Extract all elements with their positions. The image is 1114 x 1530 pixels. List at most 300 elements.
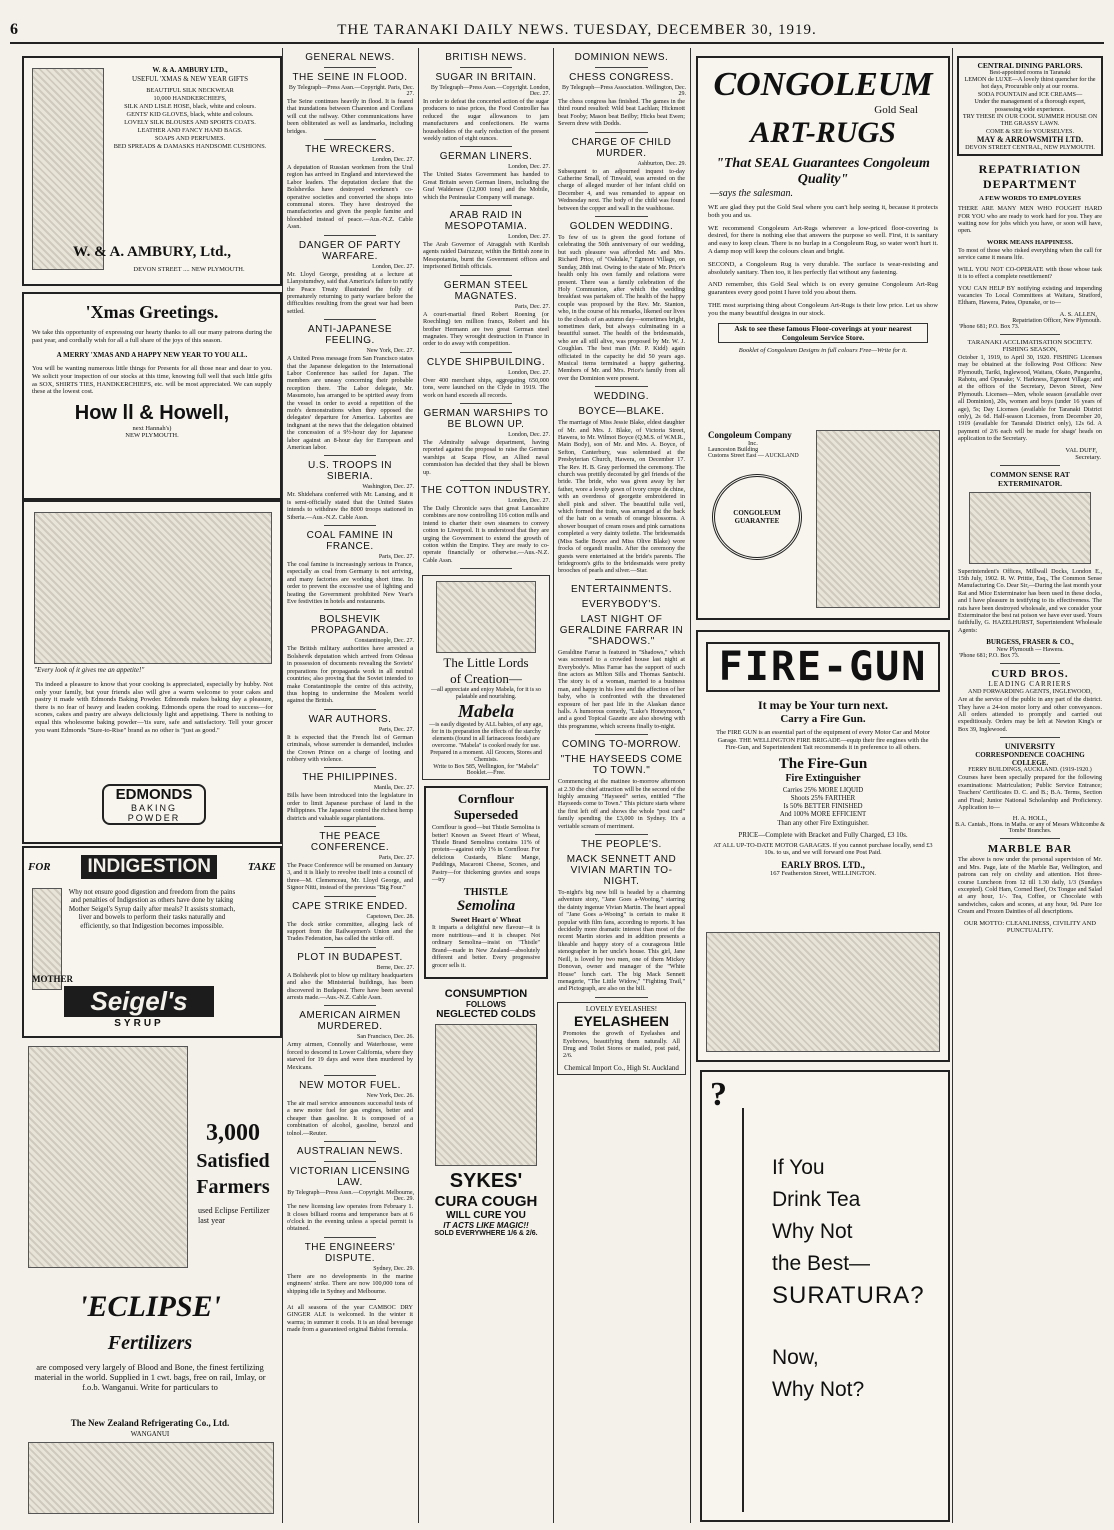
news-dateline: London, Dec. 27. <box>508 431 550 438</box>
entertainment-title: MACK SENNETT AND VIVIAN MARTIN TO-NIGHT. <box>566 854 677 888</box>
rule <box>460 480 513 481</box>
news-headline: THE COTTON INDUSTRY. <box>420 484 551 496</box>
repat-t2: WORK MEANS HAPPINESS. <box>986 238 1074 246</box>
news-headline: THE PEACE CONFERENCE. <box>310 830 390 853</box>
repat-h2: DEPARTMENT <box>982 177 1078 192</box>
news-dateline: By Telegraph—Press Assn.—Copyright. Paris, Dec. 27. <box>288 85 414 97</box>
eclipse-brand: 'ECLIPSE' <box>79 1290 221 1323</box>
patient-illustration <box>435 1024 537 1166</box>
rule <box>324 235 377 236</box>
wedding-body: The marriage of Miss Jessie Blake, eldest daughter of Mr. and Mrs. J. Blake, of Victoria Street, Hawera, to Mr. Wilmot Boyce (Q.M.S. of W.M.R., Main Body), son of Mr. and Mrs. A. Boyce, of Sefton, Canterbury, was solemnised at the Presbyterian Church, Hawera, on December 17. The Rev. H. B. Gray performed the ceremony. The church was prettily decorated by girl friends of the bride. The bride, who was given away by her father, wore a lovely gown of ivory crepe de chine, with an overdress of georgette embroidered in shell pink and silver. The beautiful tulle veil, which formed the train, was arranged at the back of the hair on a wreath of orange blossoms. A shower bouquet of cream roses and pink carnations completed a very dainty toilette. The bridesmaids (Miss Sadie Boyce and Miss Olive Blake) wore frocks of organdi muslin. After the ceremony the guests were entertained at the bride's parents. The bridegroom's gifts to the bridesmaids were pretty brooches of pearls and silver.—Star. <box>558 419 685 575</box>
firegun-spec: Than any other Fire Extinguisher. <box>777 819 869 827</box>
news-headline: PLOT IN BUDAPEST. <box>297 951 403 963</box>
rat-agents: BURGESS, FRASER & CO., <box>986 638 1074 647</box>
mabela-brand: Mabela <box>458 701 514 722</box>
column-divider <box>952 48 953 1523</box>
rule <box>460 67 513 68</box>
news-headline: NEW MOTOR FUEL. <box>299 1080 401 1092</box>
eclipse-n2: Satisfied <box>196 1150 270 1172</box>
news-dateline: London, Dec. 27. <box>372 263 414 270</box>
british-news-header: BRITISH NEWS. <box>445 52 527 63</box>
news-body: The Daily Chronicle says that great Lancashire combines are now controlling 116 cotton mills and intend to charter their own steamers to convey cotton to Liverpool. It is understood that they are urging the Government to extend the growth of cotton within the Empire. They are ready to co-operate financially or otherwise.—Aus.-N.Z. Cable Assn. <box>423 504 549 564</box>
dining-sub: Best-appointed rooms in Taranaki <box>989 70 1071 76</box>
news-body: There are no developments in the marine engineers' strike. There are now 100,000 tons of shipping idle in Sydney and Melbourne. <box>287 1272 413 1295</box>
column-divider <box>690 48 691 1523</box>
rule <box>324 455 377 456</box>
suratura-l3: Why Not <box>772 1220 853 1243</box>
news-body: A court-martial fined Robert Roening (or Roechling) ten million francs, Robert and his brother Hermann are two great German steel magnates. They wrought destruction in France in order to do away with competition. <box>423 310 549 348</box>
repat-sub: A FEW WORDS TO EMPLOYERS <box>979 195 1081 203</box>
news-headline: GERMAN LINERS. <box>439 151 533 163</box>
curd-sub: LEADING CARRIERS <box>988 680 1072 689</box>
general-news-header: GENERAL NEWS. <box>305 52 395 63</box>
congoleum-co: Congoleum Company <box>708 430 792 440</box>
news-body: Subsequent to an adjourned inquest to-day Catherine Small, of Tinwald, was arrested on the charge of alleged murder of her infant child on December 4, and was remanded to appear on Wednesday next. The body of the child was found between the copper and wall in the washhouse. <box>558 167 685 212</box>
rat-h1: COMMON SENSE RAT <box>990 469 1070 479</box>
eclipse-ad <box>22 1040 278 1520</box>
news-dateline: San Francisco, Dec. 26. <box>357 1034 414 1041</box>
repat-t5: YOU CAN HELP BY notifying existing and impending vacancies To Local Committees at Waitara, Stratford, Eltham, Hawera, Patea, Opunake, or to— <box>958 284 1102 307</box>
ambury-item: SILK AND LISLE HOSE, black, white and colours. <box>124 103 256 110</box>
news-body: The United States Government has handed to Great Britain seven German liners, including the Graf Waldersee (12,000 tons) and the Mobile, which the Peninsular Company will manage. <box>423 171 549 201</box>
rat-illustration <box>969 492 1091 564</box>
university-h3: COLLEGE. <box>1011 759 1049 768</box>
firegun-avail: AT ALL UP-TO-DATE MOTOR GARAGES. If you cannot purchase locally, send £3 10s. to us, and we will forward one Post Paid. <box>713 841 933 857</box>
ambury-sub: USEFUL 'XMAS & NEW YEAR GIFTS <box>132 74 248 83</box>
news-dateline: Paris, Dec. 27. <box>378 554 414 561</box>
fishing-sub: FISHING SEASON, <box>1002 345 1058 353</box>
howell-slogan: A MERRY 'XMAS AND A HAPPY NEW YEAR TO YOU ALL. <box>56 350 248 359</box>
news-dateline: Constantinople, Dec. 27. <box>354 638 414 645</box>
sykes-l6: SOLD EVERYWHERE 1/6 & 2/6. <box>434 1229 538 1237</box>
firegun-desc: The FIRE GUN is an essential part of the equipment of every Motor Car and Motor Garage. THE WELLINGTON FIRE BRIGADE—equip their fire engines with the Fire-Gun, and Superintendent Tait recommends it in preference to all others. <box>716 729 930 752</box>
news-body: It is expected that the French list of German criminals, whose surrender is demanded, includes the Crown Prince on a charge of looting and robbery with violence. <box>287 733 413 763</box>
news-dateline: London, Dec. 27. <box>508 369 550 376</box>
mabela-body: —is easily digested by ALL babies, of any age, for in its preparation the effects of the starchy elements (found in all farinaceous foods) are overcome. "Mabela" is cooked ready for use. Prepared in a moment. All Grocers, Stores and Chemists. <box>429 722 543 764</box>
page-number: 6 <box>10 21 19 38</box>
congoleum-p4: AND remember, this Gold Seal which is on every genuine Congoleum Art-Rug guarantees every good point I have told you about them. <box>708 281 938 297</box>
news-dateline: Washington, Dec. 27. <box>362 484 414 491</box>
rule <box>595 997 648 998</box>
semolina-foot: It imparts a delightful new flavour—it is more nutritious—and it is cheaper. Not ordinary Semolina—insist on "Thistle" Brand—made in New Zealand—absolutely different and better. Every progressive grocer sells it. <box>432 925 540 969</box>
university-role: B.A. Cantab., Hons. in Maths. or any of Messrs Whitcombe & Tombs' Branches. <box>955 822 1105 835</box>
semolina-brand1: THISTLE <box>464 887 508 899</box>
firegun-brand2: The Fire-Gun <box>778 755 868 772</box>
firegun-l1: It may be Your turn next. <box>757 698 888 712</box>
right-column <box>955 48 1105 1523</box>
rat-phone: 'Phone 681; P.O. Box 73. <box>959 653 1020 660</box>
ambury-item: GENTS' KID GLOVES, black, white and colours. <box>126 111 254 118</box>
rule <box>324 947 377 948</box>
news-headline: U.S. TROOPS IN SIBERIA. <box>307 460 393 483</box>
suratura-l7: Why Not? <box>772 1378 865 1401</box>
news-headline: GERMAN WARSHIPS TO BE BLOWN UP. <box>423 407 549 430</box>
eyelasheen-body: Promotes the growth of Eyelashes and Eyebrows, beautifying them naturally. All Drug and Toilet Stores or mailed, post paid, 2/6. <box>563 1030 680 1060</box>
news-headline: CLYDE SHIPBUILDING. <box>426 356 546 368</box>
golden-wedding-body: To few of us is given the good fortune of celebrating the 50th anniversary of our wedding, but such pleasure was afforded Mr. and Mrs. Richard Price, of "Oakdale," Egmont Village, on Sunday, 28th inst. Owing to the state of Mr. Price's health only his own family and relations were present. There was a family celebration of the Holy Communion, after which the wedding breakfast was partaken of. The health of the happy couple was proposed by the Rev. Mr. Stanton, who, in the course of his remarks, likened our lives to the clouds of an autumn day—sometimes bright, sometimes dark, but always culminating in a beautiful sunset. The health of the bridesmaids, who are all still alive, was proposed by Mr. W. J. Coughlan. The best man (Mr. P. Kidd) again officiated in the capacity he did 50 years ago. Musical items terminated a happy gathering. Members of Mr. and Mrs. Price's family from all over the Dominion were present. <box>558 234 685 382</box>
suratura-ad <box>700 1070 950 1522</box>
seigel-banner <box>28 852 276 882</box>
rule <box>460 275 513 276</box>
rule <box>324 826 377 827</box>
semolina-body: Cornflour is good—but Thistle Semolina is better! Known as Sweet Heart o' Wheat, Thistle Brand Semolina contains 11% of protein—against only 1% in Cornflour. For delicious Custards, Blanc Mange, Puddings, Macaroni Cheese, Scones, and Pastry—for thickening gravies and soups—try <box>432 824 540 884</box>
golden-wedding-header: GOLDEN WEDDING. <box>569 221 674 233</box>
rule <box>324 139 377 140</box>
news-body: The British military authorities have arrested a Bolshevik deputation which arrived from Odessa in possession of documents revealing the Soviets' preparations for propaganda work in all neutral countries; also proving that the Soviet intended to make Constantinople the centre of this activity, thus hoping to undermine the Moslem world against the British. <box>287 645 413 705</box>
entertainment-title: "THE HAYSEEDS COME TO TOWN." <box>560 754 683 777</box>
news-dateline: Paris, Dec. 27. <box>514 303 550 310</box>
repat-ad <box>955 162 1105 329</box>
ambury-item: LEATHER AND FANCY HAND BAGS. <box>137 127 243 134</box>
firegun-price: PRICE—Complete with Bracket and Fully Charged, £3 10s. <box>738 830 908 839</box>
lady-illustration <box>32 68 104 270</box>
university-t: Courses have been specially prepared for the following examinations: Matriculation; Public Service Entrance; Teachers' Certificates D. C. and B.; B.A. Terms, Section and Final; Junior National Scholarship and Proficiency. Application to— <box>958 774 1102 811</box>
congoleum-addr1: Launceston Building <box>708 447 759 453</box>
edmonds-brand3: POWDER <box>127 813 181 823</box>
howell-p2: You will be wanting numerous little things for Presents for all those near and dear to you. We solicit your inspection of our stocks at this time, knowing full well that such little gifts as SOX, SHIRTS TIES, HANDKERCHIEFS, etc. will be most appreciated. We can supply these at the lowest cost. <box>32 365 272 396</box>
eclipse-town: WANGANUI <box>130 1430 170 1438</box>
howell-addr1: next Hannah's) <box>132 425 172 433</box>
howell-p1: We take this opportunity of expressing our hearty thanks to all our many patrons during the past year, and cordially wish for all a full share of the joys of this season. <box>32 329 272 344</box>
seigel-syrup: SYRUP <box>114 1018 164 1029</box>
kitchen-illustration <box>34 512 272 664</box>
firegun-spec: Carries 25% MORE LIQUID <box>782 786 864 794</box>
eyelasheen-ad <box>557 1002 686 1076</box>
news-headline: SUGAR IN BRITAIN. <box>435 72 537 83</box>
dining-name: MAY & ARROWSMITH LTD. <box>976 135 1084 145</box>
ambury-item: BED SPREADS & DAMASKS HANDSOME CUSHIONS. <box>113 143 267 150</box>
rule <box>324 1299 377 1300</box>
sykes-l4: WILL CURE YOU <box>446 1209 526 1221</box>
rule <box>595 734 648 735</box>
dining-l1: LEMON de LUXE—A lovely thirst quencher for the hot days, Procurable only at our rooms. <box>964 76 1096 91</box>
sykes-l2: FOLLOWS <box>466 999 506 1009</box>
rule <box>595 216 648 217</box>
curd-sub2: AND FORWARDING AGENTS, INGLEWOOD, <box>968 688 1092 696</box>
rule <box>324 525 377 526</box>
rat-h2: EXTERMINATOR. <box>997 478 1063 488</box>
eclipse-body: are composed very largely of Blood and Bone, the finest fertilizing material in the world. Supplied in 1 cwt. bags, free on rail, Imlay, or f.o.b. Wanganui. Write for particulars to <box>34 1362 266 1392</box>
rug-illustration <box>816 430 940 608</box>
rat-ad <box>955 470 1105 660</box>
entertainment-venue: COMING TO-MORROW. <box>561 739 682 751</box>
news-headline: THE PHILIPPINES. <box>302 772 398 784</box>
repat-name: A. S. ALLEN, <box>1059 310 1097 318</box>
congoleum-ad <box>696 56 950 620</box>
curd-ad <box>955 668 1105 733</box>
edmonds-tagline: "Every look of it gives me an appetite!" <box>34 666 145 674</box>
wedding-sub: BOYCE—BLAKE. <box>578 406 665 418</box>
rule <box>1000 663 1060 664</box>
curd-t: Are at the service of the public in any part of the district. They have a 24-ton motor lorry and other conveyances. All orders attended to promptly and carried out expeditiously. Orders may be left at Newton King's or Box 39, Inglewood. <box>958 696 1102 733</box>
howell-ad <box>22 292 282 500</box>
news-headline: WAR AUTHORS. <box>308 713 392 725</box>
eyelasheen-brand: EYELASHEEN <box>574 1013 669 1030</box>
rule <box>324 319 377 320</box>
ambury-item: LOVELY SILK BLOUSES AND SPORTS COATS. <box>124 119 256 126</box>
mabela-title2: of Creation— <box>450 671 522 687</box>
entertainment-body: To-night's big new bill is headed by a charming adventure story, "Jane Goes a-Wooing," starring the dainty ingenue Vivian Martin. The heart appeal of "Jane Goes a-Wooing" is certain to make it popular with film fans, according to reports. It has decidedly more dramatic interest than most of the recent Martin stories and in addition presents a likeable and happy story of a courageous little stenographer in her uncle's house. This girl, Jane Neill, is loved by two men, one of them Mickey Donovan, owner and manager of the "White House" lunch cart. The big Mack Sennett menagerie, "The Little Widow," "Fighting Trail," and Pictograph, are also on the bill. <box>558 889 685 993</box>
congoleum-gold: Gold Seal <box>874 104 918 116</box>
congoleum-addr2: Customs Street East — AUCKLAND <box>708 453 799 459</box>
news-dateline: London, Dec. 27. <box>508 234 550 241</box>
column-divider <box>282 48 283 1523</box>
entertainment-venue: THE PEOPLE'S. <box>581 839 662 851</box>
ambury-heading: W. & A. AMBURY LTD., <box>152 66 228 74</box>
entertainment-venue: EVERYBODY'S. <box>581 598 662 610</box>
car-fire-illustration <box>706 932 940 1052</box>
news-body: A United Press message from San Francisco states that the Japanese delegation to the International Labor Conference has sailed for Japan. The members are uneasy concerning their probable reception there. The Labor delegate, Mr. Masumoto, has arranged to be spirited away from the vessel in order to avoid a repetition of the mob's demonstrations when they opposed the delegates' departure for America. Laborites are indignant at the news that the delegation obtained the concession of a 9½-hour day for Japanese labor against an 8-hour day for European and American labor. <box>287 355 413 451</box>
farmers-illustration <box>28 1046 188 1268</box>
rule <box>595 579 648 580</box>
edmonds-body: Tis indeed a pleasure to know that your cooking is appreciated, especially by hubby. Not only your family, but your friends also will give a warm welcome to your cakes and pastry it made with Edmonds Baking Powder. Edmonds makes baking day a pleasure, there is no fear of heavy and leaden cooking. Edmonds opens the road to success—for scones, cakes and pastry are always deliciously light and appetising. There is nothing to equal this wholesome baking powder—'tis sure, safe and satisfactory. Tell your grocer you want Edmonds "Sure-to-Rise" brand as no other is "just as good." <box>35 681 273 734</box>
rule <box>324 767 377 768</box>
rule <box>324 67 377 68</box>
eclipse-used: used Eclipse Fertilizer last year <box>198 1206 270 1225</box>
firegun-l2: Carry a Fire Gun. <box>780 713 866 725</box>
news-headline: COAL FAMINE IN FRANCE. <box>306 530 394 553</box>
repat-t4: WILL YOU NOT CO-OPERATE with those whose task it is to effect a complete resettlement? <box>958 265 1102 281</box>
firegun-spec: Is 50% BETTER FINISHED <box>783 803 863 811</box>
news-body: The Seine continues heavily in flood. It is feared that inundations between Charenton and Conflans will cut the railway. Other communications have been obliterated as well as landmarks, including bridges. <box>287 98 413 135</box>
ambury-item: 10,000 HANDKERCHIEFS, <box>153 95 227 102</box>
congoleum-brand1: CONGOLEUM <box>713 66 933 103</box>
news-body: The coal famine is increasingly serious in France, especially as coal from Germany is not arriving, and many factories are working short time. In order to prevent the excessive use of lighting and heating the Government prohibited New Year's Eve festivities in hotels and restaurants. <box>287 561 413 606</box>
dining-l3: Under the management of a thorough expert, possessing wide experience. <box>974 98 1086 113</box>
news-headline: GERMAN STEEL MAGNATES. <box>443 279 529 302</box>
edmonds-logo <box>102 784 206 825</box>
seigel-take: TAKE <box>247 861 276 873</box>
entertainments-header: ENTERTAINMENTS. <box>570 583 673 595</box>
mabela-ad <box>422 575 550 780</box>
gold-seal-badge <box>712 474 802 560</box>
news-body: The dock strike committee, alleging lack of support from the Railwaymen's Union and the Trades Federation, has called the strike off. <box>287 920 413 943</box>
ambury-name: W. & A. AMBURY, Ltd., <box>73 244 231 260</box>
news-dateline: Manila, Dec. 27. <box>373 785 414 792</box>
sykes-l3: NEGLECTED COLDS <box>436 1008 536 1020</box>
news-headline: THE ENGINEERS' DISPUTE. <box>304 1241 396 1264</box>
ambury-item: BEAUTIFUL SILK NECKWEAR <box>146 87 234 94</box>
news-body: The Arab Governor of Atraggish with Kurdish agents raided Dairuzzur, within the British zone in Mesopotamia, burnt the Government offices and imprisoned British officials. <box>423 241 549 271</box>
firegun-ad <box>696 630 950 1062</box>
dominion-news-header: DOMINION NEWS. <box>574 52 669 63</box>
edmonds-ad <box>22 500 282 844</box>
question-mark: ? <box>710 1076 727 1113</box>
seigel-body: Why not ensure good digestion and freedom from the pains and penalties of Indigestion as others have done by taking Mother Seigel's Syrup daily after meals? It assists stomach, liver and bowels to perform their tasks naturally and efficiently, so that Indigestion becomes impossible. <box>68 888 236 930</box>
rule <box>595 67 648 68</box>
entertainment-body: Geraldine Farrar is featured in "Shadows," which was screened to a crowded house last night at Everybody's. Miss Farrar has the support of such fine actors as Milton Sills and Thomas Santschi. The story is of a woman, married to a business man, and happy in his love and the affection of her baby, who is confronted with the threatened exposure of her past life in the Alaskan dance halls. A humorous comedy, "Luke's Honeymoon," and a good Topical Gazette are also showing with this programme, which screens finally to-night. <box>558 648 685 730</box>
howell-name: How ll & Howell, <box>74 402 230 425</box>
rule <box>460 403 513 404</box>
rule <box>460 146 513 147</box>
rule <box>324 1161 377 1162</box>
repat-phone: 'Phone 681; P.O. Box 73. <box>959 323 1020 330</box>
rule <box>324 709 377 710</box>
seigel-for: FOR <box>28 861 51 873</box>
dominion-news-column <box>555 48 688 1523</box>
congoleum-p1: WE are glad they put the Gold Seal where you can't help seeing it, because it protects both you and us. <box>708 204 938 219</box>
news-headline: ARAB RAID IN MESOPOTAMIA. <box>444 210 528 233</box>
news-dateline: Sydney, Dec. 29. <box>373 1265 414 1272</box>
rule <box>324 1005 377 1006</box>
news-headline: DANGER OF PARTY WARFARE. <box>298 239 402 262</box>
news-body: Bills have been introduced into the legislature in order to limit Japanese purchase of land in the Philippines. The Japanese control the richest hemp districts and valuable sugar plantations. <box>287 792 413 822</box>
eclipse-co: The New Zealand Refrigerating Co., Ltd. <box>70 1418 230 1428</box>
suratura-l6: Now, <box>772 1346 819 1369</box>
news-dateline: London, Dec. 27. <box>372 157 414 164</box>
mabela-sub: —all appreciate and enjoy Mabela, for it is so palatable and nourishing. <box>431 687 541 701</box>
rat-towns: New Plymouth — Hawera. <box>996 646 1064 654</box>
seigel-ad <box>22 846 282 1038</box>
eyelasheen-top: LOVELY EYELASHES! <box>585 1004 658 1013</box>
news-headline: CHARGE OF CHILD MURDER. <box>571 136 672 159</box>
news-dateline: London, Dec. 27. <box>508 164 550 171</box>
congoleum-ask: Ask to see these famous Floor-coverings at your nearest Congoleum Service Store. <box>718 323 928 343</box>
edmonds-brand2: BAKING <box>130 803 177 813</box>
dining-l4: TRY THESE IN OUR COOL SUMMER HOUSE ON THE GRASSY LAWN. <box>962 113 1098 128</box>
eclipse-fert: Fertilizers <box>107 1332 193 1354</box>
entertainment-title: LAST NIGHT OF GERALDINE FARRAR IN "SHADOWS." <box>559 613 684 647</box>
news-headline: BOLSHEVIK PROPAGANDA. <box>310 614 390 637</box>
mabela-write: Write to Box 585, Wellington, for "Mabela" Booklet.—Free. <box>433 764 539 777</box>
rule <box>595 834 648 835</box>
news-body: Over 400 merchant ships, aggregating 650,000 tons, were launched on the Clyde in 1919. The work on hand exceeds all records. <box>423 376 549 399</box>
rule <box>1000 838 1060 839</box>
wagon-illustration <box>28 1442 274 1514</box>
news-body: The Admiralty salvage department, having reported against the proposal to raise the German warships at Scapa Flow, an Allied naval commission has decided that they shall be blown up. <box>423 438 549 476</box>
marble-motto: OUR MOTTO: CLEANLINESS, CIVILITY AND PUNCTUALITY. <box>964 919 1096 934</box>
congoleum-p2: WE recommend Congoleum Art-Rugs wherever a low-priced floor-covering is desired, for there is nothing else that answers the purpose so well. First, it is sanitary and easy to keep clean. There is no burlap in a Congoleum Rug, so water won't hurt it. A damp mop will keep the colours clean and bright. <box>708 224 938 255</box>
congoleum-p5: THE most surprising thing about Congoleum Art-Rugs is their low price. Let us show you the many beautiful designs in our stock. <box>708 301 938 317</box>
howell-addr2: NEW PLYMOUTH. <box>125 432 179 440</box>
semolina-brand3: Sweet Heart o' Wheat <box>450 915 522 925</box>
marble-t: The above is now under the personal supervision of Mr. and Mrs. Page, late of the Marble Bar, Wellington, and patrons can rely on civility and attention. Hot three-course Luncheon from 12 till 1.30 daily, 1/3 (Sundays excepted). Cold Ham, Corned Beef, Ox Tongue and Salad at any hour, 1/-. Tea, Coffee, or Chocolate with sandwiches, cakes and scones, at any hour, 9d. Pure Ice Cream and Frozen Dainties of all descriptions. <box>958 856 1102 916</box>
dining-l2: SODA FOUNTAIN and ICE CREAMS— <box>977 90 1083 98</box>
camboc-ad: At all seasons of the year CAMBOC DRY GINGER ALE is welcomed. In the winter it warms; in summer it cools. It is an ideal beverage made from a guaranteed original Babist formula. <box>287 1303 413 1334</box>
repat-office: Repatriation Officer, New Plymouth. <box>1012 317 1101 324</box>
seal-text: CONGOLEUM GUARANTEE <box>733 509 781 525</box>
dining-h: CENTRAL DINING PARLORS. <box>977 61 1083 70</box>
news-headline: CHESS CONGRESS. <box>569 72 674 83</box>
eyelasheen-co: Chemical Import Co., High St. Auckland <box>564 1063 679 1072</box>
university-h2: CORRESPONDENCE COACHING <box>975 751 1085 760</box>
curd-h: CURD BROS. <box>991 668 1069 681</box>
sykes-l1: CONSUMPTION <box>444 987 528 1000</box>
news-body: Mr. Lloyd George, presiding at a lecture at Llanystumdwy, said that America's failure to ratify the Peace Treaty illustrated the folly of prematurely returning to party warfare before the difficulties resulting from the great war had been settled. <box>287 270 413 315</box>
news-body: Army airmen, Connolly and Waterhouse, were forced to descend in Lower California, where they starved for 19 days and were then murdered by Mexicans. <box>287 1041 413 1071</box>
news-dateline: London, Dec. 27. <box>508 497 550 504</box>
marble-ad <box>955 843 1105 933</box>
fishing-t: October 1, 1919, to April 30, 1920. FISHING Licenses may be obtained at the following Post Offices: New Plymouth, Tariki, Inglewood, Waitara, Okato, Pungarehu, Rahotu, and Opunake; V. Harkness, Egmont Village; and at the offices of the Secretary, Devon Street, New Plymouth. Licenses—Men, whole season (available over all Dominion), 20s, women and boys (under 16 years of age), 5s; Day Licenses (available for Taranaki District only), 2s 6d. Half-season Licenses, from December 20, 1919 (available for Taranaki District only), 12s 6d. A payment of 2/6 each will be made for shags' heads on application to the Secretary. <box>958 353 1102 443</box>
news-body: A Bolshevik plot to blow up military headquarters and also the Ministerial buildings, has been discovered in Budapest. There have been several arrests made.—Aus.-N.Z. Cable Assn. <box>287 971 413 1002</box>
semolina-h1: Cornflour <box>457 791 515 807</box>
university-h1: UNIVERSITY <box>1004 742 1056 752</box>
news-dateline: By Telegraph—Press Association. Wellington, Dec. 29. <box>561 85 686 97</box>
dining-l5: COME & SEE for YOURSELVES. <box>985 127 1075 135</box>
rule <box>324 1237 377 1238</box>
fishing-h: TARANAKI ACCLIMATISATION SOCIETY. <box>967 338 1093 346</box>
british-news-column <box>420 48 552 1523</box>
congoleum-p3: SECOND, a Congoleum Rug is very durable. The surface is wear-resisting and absolutely sanitary. Then too, it lies perfectly flat without any fastening. <box>708 260 938 276</box>
rule <box>460 352 513 353</box>
news-body: A deputation of Russian workmen from the Ural region has arrived in England and interviewed the Labor leaders. The deputation declare that the Bolsheviks have destroyed workmen's co-operative societies and converted the shops into communal stores. They have destroyed the manufactories and given the people famine and bloodshed instead of peace.—Aus.-N.Z. Cable Assn. <box>287 164 413 231</box>
firegun-ext: Fire Extinguisher <box>785 772 861 784</box>
rule <box>1000 737 1060 738</box>
marble-h: MARBLE BAR <box>987 843 1073 856</box>
seigel-mother: MOTHER <box>32 974 74 984</box>
repat-t1: THERE ARE MANY MEN WHO FOUGHT HARD FOR YOU who are ready to work hard for you. They are waiting now for jobs which you have, or soon will have, open. <box>958 205 1102 235</box>
rule <box>324 896 377 897</box>
congoleum-booklet: Booklet of Congoleum Designs in full colours Free—Write for it. <box>738 346 908 354</box>
firegun-co: EARLY BROS. LTD., <box>781 859 865 870</box>
suratura-l2: Drink Tea <box>772 1188 861 1211</box>
decorative-rule <box>742 1108 748 1512</box>
news-dateline: Capetown, Dec. 28. <box>366 913 414 920</box>
sykes-brand1: SYKES' <box>449 1169 523 1192</box>
firegun-spec: And 100% MORE EFFICIENT <box>779 811 867 819</box>
column-divider <box>553 48 554 1523</box>
rule <box>324 1075 377 1076</box>
news-body: Mr. Shidehara conferred with Mr. Lansing, and it is semi-officially stated that the United States intends to withdraw the 8000 troops stationed in Siberia.—Aus.-N.Z. Cable Assn. <box>287 491 413 521</box>
university-name: H. A. HOLL, <box>1012 815 1048 823</box>
edmonds-brand1: EDMONDS <box>115 786 193 803</box>
news-body: The new licensing law operates from February 1. It closes billiard rooms and temperance bars at 6 o'clock in the evening unless a special permit is obtained. <box>287 1203 413 1233</box>
news-body: The chess congress has finished. The games in the third round resulted: Wild beat Lachlan; Hickmott beat Fooby; Mason beat Beilby; Hicks beat Ewen; Severn drew with Dodds. <box>558 98 685 128</box>
howell-title: 'Xmas Greetings. <box>85 302 219 322</box>
news-body: The air mail service announces successful tests of a new motor fuel for gas engines, better and cheaper than gasoline. It is composed of a combination of alcohol, gasoline, benzol and tolnol.—Reuter. <box>287 1100 413 1137</box>
sykes-l5: IT ACTS LIKE MAGIC!! <box>443 1220 529 1230</box>
news-dateline: Paris, Dec. 27. <box>378 726 414 733</box>
rule <box>595 132 648 133</box>
masthead-rule <box>10 42 1104 44</box>
news-headline: ANTI-JAPANESE FEELING. <box>307 324 393 347</box>
congoleum-inc: Inc. <box>748 440 758 447</box>
news-dateline: Berne, Dec. 27. <box>376 964 414 971</box>
fishing-role: Secretary. <box>1075 453 1101 461</box>
repat-t3: To most of those who risked everything when the call for service came it means life. <box>958 246 1102 262</box>
australian-news-header: AUSTRALIAN NEWS. <box>296 1146 404 1158</box>
university-ad <box>955 742 1105 834</box>
seigel-indigestion: INDIGESTION <box>81 855 217 879</box>
news-headline: THE SEINE IN FLOOD. <box>292 72 408 83</box>
rat-t: Superintendent's Offices, Millwall Docks, London E., 15th July, 1902. R. W. Prittie, Esq., The Common Sense Manufacturing Co. Dear Sir,—During the last month your Rat and Mice Exterminator has been used in these docks, and I have pleasure in testifying to its effectiveness. The rats have been destroyed wholesale, and we consider your Exterminator the best rat poison we have ever used. Yours faithfully, G. HAZELHURST, Superintendent Wholesale Agents: <box>958 567 1102 634</box>
news-headline: AMERICAN AIRMEN MURDERED. <box>299 1010 401 1033</box>
wedding-header: WEDDING. <box>593 391 650 403</box>
news-headline: THE WRECKERS. <box>305 144 395 156</box>
congoleum-says: —says the salesman. <box>710 188 794 199</box>
congoleum-quote: "That SEAL Guarantees Congoleum Quality" <box>716 156 930 187</box>
masthead <box>10 20 1104 40</box>
news-dateline: Ashburton, Dec. 29. <box>637 160 686 167</box>
news-dateline: New York, Dec. 27. <box>366 348 414 355</box>
news-headline: VICTORIAN LICENSING LAW. <box>289 1166 411 1189</box>
column-divider <box>418 48 419 1523</box>
sykes-brand2: CURA COUGH <box>434 1192 538 1210</box>
rule <box>595 386 648 387</box>
rule <box>1000 465 1060 466</box>
babies-illustration <box>436 581 536 653</box>
rule <box>1000 334 1060 335</box>
rule <box>460 205 513 206</box>
semolina-ad <box>424 786 548 979</box>
seigel-brand: Seigel's <box>64 986 214 1017</box>
news-dateline: By Telegraph—Press Assn.—Copyright. Melbourne, Dec. 29. <box>287 1190 414 1203</box>
eclipse-n3: Farmers <box>196 1176 270 1198</box>
firegun-spec: Shoots 25% FARTHER <box>790 794 856 802</box>
repat-h1: REPATRIATION <box>978 162 1082 177</box>
rule <box>324 609 377 610</box>
university-sub: FERRY BUILDINGS, AUCKLAND. (1919-1920.) <box>968 767 1092 774</box>
